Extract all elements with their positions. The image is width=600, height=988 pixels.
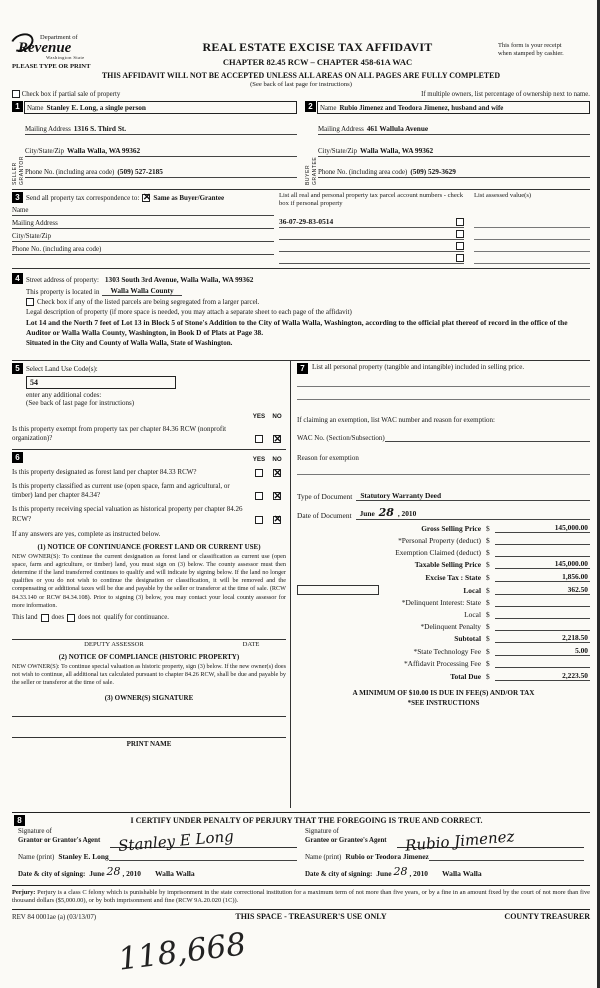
- form-header: [12, 34, 590, 70]
- partial-sale-label: Check box if partial sale of property: [21, 90, 121, 98]
- exempt-no-checkbox[interactable]: [273, 435, 281, 443]
- county-treasurer-label: COUNTY TREASURER: [504, 911, 590, 921]
- seller-csz-value: Walla Walla, WA 99362: [67, 145, 141, 155]
- correspondence-phone-label: Phone No. (including area code): [12, 246, 102, 253]
- dollar-sign: $: [486, 634, 490, 644]
- dollar-sign: $: [486, 671, 490, 681]
- state-technology-fee-label: *State Technology Fee: [413, 647, 481, 657]
- seller-csz-field: [25, 143, 297, 157]
- buyer-section: [305, 101, 590, 185]
- delinquent-interest-state-label: *Delinquent Interest: State: [401, 597, 481, 607]
- seller-phone-field: [25, 164, 297, 178]
- legal-description-label: Legal description of property (if more space is needed, you may attach a separate sheet to each page of the affidavit): [26, 308, 352, 316]
- fee-row-taxable: [297, 559, 590, 569]
- seller-phone-value: (509) 527-2185: [117, 166, 163, 176]
- fee-row-local: [297, 585, 590, 595]
- exempt-question-text: Is this property exempt from property tax per chapter 84.36 RCW (nonprofit organization)?: [12, 425, 227, 443]
- historic-yes-checkbox[interactable]: [255, 516, 263, 524]
- parcel-numbers-header: List all real and personal property tax parcel account numbers - check box if personal property: [279, 192, 463, 208]
- certification-section: [12, 812, 590, 886]
- buyer-csz-label: City/State/Zip: [318, 147, 358, 155]
- chapter-line: CHAPTER 82.45 RCW – CHAPTER 458-61A WAC: [222, 57, 413, 67]
- fee-row-total-due: [297, 671, 590, 681]
- gross-selling-price-value: 145,000.00: [495, 523, 590, 533]
- personal-property-checkbox-1[interactable]: [456, 218, 464, 226]
- grantor-date-month: June: [89, 869, 105, 878]
- doc-date-label: Date of Document: [297, 511, 352, 520]
- no-header: NO: [272, 456, 282, 464]
- current-use-no-checkbox[interactable]: [273, 492, 281, 500]
- section-4-number: 4: [12, 273, 23, 284]
- located-in-label: This property is located in: [26, 288, 100, 296]
- perjury-body: Perjury is a class C felony which is punishable by imprisonment in the state correctional institution for a maximum term of not more than five years, or by a fine in an amount fixed by the court of not more than five thousand dollars ($5,000.00), or by both imprisonment and fine (RCW 9A.20.020 (1C)).: [12, 889, 590, 905]
- dollar-sign: $: [486, 523, 490, 533]
- fee-row-tech-fee: [297, 646, 590, 656]
- taxable-selling-price-value: 145,000.00: [495, 559, 590, 569]
- gross-selling-price-label: Gross Selling Price: [421, 523, 481, 533]
- deputy-assessor-label: DEPUTY ASSESSOR: [84, 640, 144, 648]
- excise-tax-state-label: Excise Tax : State: [425, 572, 481, 582]
- forest-no-checkbox[interactable]: [273, 469, 281, 477]
- notice-continuance-body: NEW OWNER(S): To continue the current designation as forest land or classification as current use (open space, farm and agriculture, or timber) land, you must sign on (3) below. The county assessor must then determine if the land transferred continues to qualify and will indicate by signing below. If the land no longer qualifies or you do not wish to continue the designation or classification, it will be removed and the compensating or additional taxes will be due and payable by the seller or transferor at the time of sale. (RCW 84.33.140 or RCW 84.34.108). Prior to signing (3) below, you may contact your local county assessor for more information.: [12, 552, 286, 609]
- fee-row-personal-property: [297, 535, 590, 545]
- owners-signature-heading: (3) OWNER(S) SIGNATURE: [104, 693, 194, 702]
- seller-name-value: Stanley E. Long, a single person: [46, 103, 146, 112]
- located-county-value: Walla Walla County: [102, 286, 181, 296]
- fee-row-delinquent-interest-state: [297, 597, 590, 607]
- dollar-sign: $: [486, 597, 490, 607]
- historic-question-text: Is this property receiving special valuation as historical property per chapter 84.26 RCW?: [12, 505, 243, 523]
- section-6-number: 6: [12, 452, 23, 463]
- buyer-grantee-vertical-label: [305, 114, 318, 185]
- forest-yes-checkbox[interactable]: [255, 469, 263, 477]
- same-as-buyer-label: Same as Buyer/Grantee: [153, 193, 225, 202]
- buyer-mailing-label: Mailing Address: [318, 126, 364, 134]
- assessed-values-header: List assessed value(s): [474, 192, 532, 199]
- seller-name-box: [24, 101, 297, 114]
- dollar-sign: $: [486, 560, 490, 570]
- grantor-side-word: GRANTOR: [19, 155, 25, 185]
- grantor-signature-block: [14, 828, 301, 878]
- state-technology-fee-value: 5.00: [495, 646, 590, 656]
- continuance-qualify-line: [12, 614, 286, 622]
- personal-property-line-2[interactable]: [297, 387, 590, 400]
- historic-no-checkbox[interactable]: [273, 516, 281, 524]
- date-label: DATE: [242, 640, 260, 648]
- correspondence-csz-field[interactable]: [12, 229, 274, 242]
- notice-compliance-title: (2) NOTICE OF COMPLIANCE (HISTORIC PROPERTY): [58, 652, 240, 661]
- buyer-mailing-field: [318, 121, 590, 135]
- reason-line-1[interactable]: [297, 462, 590, 475]
- buyer-name-value: Rubio Jimenez and Teodora Jimenez, husband and wife: [339, 105, 504, 112]
- delinquent-interest-local-value[interactable]: [495, 609, 590, 619]
- qualify-label: qualify for continuance.: [103, 614, 169, 622]
- seller-mailing-label: Mailing Address: [25, 126, 71, 134]
- local-tax-label: Local: [463, 585, 481, 595]
- section-3-number: 3: [12, 192, 23, 203]
- does-not-label: does not: [77, 614, 101, 622]
- delinquent-interest-state-value[interactable]: [495, 597, 590, 607]
- grantee-name-print-label: Name (print): [305, 853, 342, 861]
- doc-date-month: June: [359, 509, 375, 518]
- minimum-fee-note: A MINIMUM OF $10.00 IS DUE IN FEE(S) AND/OR TAX: [352, 688, 535, 697]
- land-use-section: [12, 363, 286, 443]
- current-use-question-text: Is this property classified as current use (open space, farm and agricultural, or timber) land per chapter 84.34?: [12, 482, 230, 500]
- handwritten-receipt-number: 118,668: [116, 926, 248, 978]
- forest-land-question-text: Is this property designated as forest land per chapter 84.33 RCW?: [12, 468, 197, 477]
- assessed-value-line-2[interactable]: [474, 228, 590, 240]
- parcel-row-4: [279, 252, 464, 264]
- dollar-sign: $: [486, 609, 490, 619]
- segregated-checkbox[interactable]: [26, 298, 34, 306]
- deputy-assessor-signature-line[interactable]: [12, 626, 286, 640]
- logo-washington-state: Washington State: [46, 55, 85, 60]
- exemption-note: If claiming an exemption, list WAC number and reason for exemption:: [297, 416, 495, 424]
- seller-side-word: SELLER: [12, 162, 18, 185]
- parcel-number-value: 36-07-29-83-0514: [279, 217, 334, 226]
- subtotal-label: Subtotal: [454, 634, 481, 644]
- no-header: NO: [272, 413, 282, 420]
- total-due-label: Total Due: [450, 671, 481, 681]
- receipt-note: [498, 34, 590, 58]
- wac-label: WAC No. (Section/Subsection): [297, 434, 385, 442]
- grantor-signature-of-label: Signature of: [18, 828, 52, 835]
- form-title: REAL ESTATE EXCISE TAX AFFIDAVIT: [202, 40, 433, 54]
- buyer-name-box: [317, 101, 590, 114]
- exempt-yes-checkbox[interactable]: [255, 435, 263, 443]
- receipt-note-line2: when stamped by cashier.: [498, 50, 564, 57]
- exemption-claimed-value[interactable]: [495, 547, 590, 557]
- logo-department-of: Department of: [40, 34, 78, 41]
- fee-row-subtotal: [297, 633, 590, 643]
- grantor-signature-line[interactable]: [110, 826, 297, 856]
- seller-mailing-field: [25, 121, 297, 135]
- owner-signature-line-1[interactable]: [12, 702, 286, 717]
- grantor-agent-label: Grantor or Grantor's Agent: [18, 836, 101, 844]
- seller-section: [12, 101, 297, 185]
- grantee-city-value: Walla Walla: [441, 869, 482, 878]
- grantor-date-year: , 2010: [122, 869, 141, 878]
- buyer-csz-value: Walla Walla, WA 99362: [360, 145, 434, 155]
- grantor-city-value: Walla Walla: [154, 869, 195, 878]
- personal-property-note: List all personal property (tangible and intangible) included in selling price.: [312, 363, 525, 371]
- grantee-date-month: June: [376, 869, 392, 878]
- dollar-sign: $: [486, 572, 490, 582]
- yes-no-header-6: [250, 456, 286, 463]
- segregated-label: Check box if any of the listed parcels are being segregated from a larger parcel.: [37, 298, 260, 306]
- grantor-name-print-label: Name (print): [18, 853, 55, 861]
- yes-no-header-5: [12, 413, 286, 420]
- personal-property-deduct-label: *Personal Property (deduct): [398, 535, 481, 545]
- correspondence-name-label: Name: [12, 207, 29, 214]
- classification-section: [12, 449, 286, 808]
- seller-csz-label: City/State/Zip: [25, 147, 65, 155]
- seller-phone-label: Phone No. (including area code): [25, 168, 115, 176]
- perjury-label: Perjury:: [12, 889, 36, 896]
- buyer-phone-value: (509) 529-3629: [410, 166, 456, 176]
- see-back-note: (See back of last page for instructions): [250, 81, 352, 88]
- grantee-signature-line[interactable]: [397, 827, 584, 855]
- grantor-date-day-handwritten: 28: [106, 865, 121, 878]
- yes-header: YES: [252, 456, 266, 464]
- parcel-row-2: [279, 228, 464, 240]
- forest-land-question: [12, 468, 286, 477]
- doc-date-day-handwritten: 28: [378, 506, 394, 519]
- acceptance-banner: THIS AFFIDAVIT WILL NOT BE ACCEPTED UNLESS ALL AREAS ON ALL PAGES ARE FULLY COMPLETED: [101, 71, 501, 80]
- grantee-date-day-handwritten: 28: [393, 865, 408, 878]
- parcel-row-1: [279, 216, 464, 228]
- dollar-sign: $: [486, 659, 490, 669]
- form-revision-number: REV 84 0001ae (a) (03/13/07): [12, 913, 97, 921]
- local-tax-value: 362.50: [495, 585, 590, 595]
- correspondence-name-field[interactable]: [12, 203, 274, 216]
- personal-property-checkbox-3[interactable]: [456, 242, 464, 250]
- section-7-number: 7: [297, 363, 308, 374]
- multiple-owners-note: If multiple owners, list percentage of ownership next to name.: [421, 90, 590, 98]
- certify-statement: I CERTIFY UNDER PENALTY OF PERJURY THAT THE FOREGOING IS TRUE AND CORRECT.: [130, 816, 483, 825]
- delinquent-penalty-value[interactable]: [495, 621, 590, 631]
- partial-sale-checkbox[interactable]: [12, 90, 20, 98]
- seller-grantor-vertical-label: [12, 114, 25, 185]
- please-type-or-print: PLEASE TYPE OR PRINT: [12, 63, 91, 70]
- grantee-signature-handwritten: Rubio Jimenez: [404, 827, 516, 855]
- total-due-value: 2,223.50: [495, 671, 590, 681]
- personal-property-checkbox-4[interactable]: [456, 254, 464, 262]
- fee-row-exemption-claimed: [297, 547, 590, 557]
- grantor-signature-handwritten: Stanley E Long: [117, 826, 235, 856]
- current-use-question: [12, 482, 286, 500]
- logo-revenue: Revenue: [18, 40, 72, 56]
- section-5-number: 5: [12, 363, 23, 374]
- section-8-number: 8: [14, 815, 25, 826]
- doc-type-value: Statutory Warranty Deed: [356, 491, 590, 501]
- section-1-number: 1: [12, 101, 23, 112]
- send-correspondence-label: Send all property tax correspondence to:: [26, 193, 140, 202]
- grantee-signature-block: [301, 828, 588, 878]
- see-instructions-note: *SEE INSTRUCTIONS: [407, 698, 480, 707]
- buyer-phone-label: Phone No. (including area code): [318, 168, 408, 176]
- does-label: does: [51, 614, 64, 622]
- correspondence-csz-label: City/State/Zip: [12, 233, 52, 240]
- delinquent-penalty-label: *Delinquent Penalty: [420, 621, 481, 631]
- doc-type-label: Type of Document: [297, 492, 353, 501]
- doc-date-value: [356, 506, 590, 520]
- fee-row-delinquent-penalty: [297, 621, 590, 631]
- dollar-sign: $: [486, 647, 490, 657]
- receipt-note-line1: This form is your receipt: [498, 42, 562, 49]
- historic-property-question: [12, 505, 286, 523]
- correspondence-mailing-label: Mailing Address: [12, 220, 58, 227]
- additional-codes-label: enter any additional codes:: [26, 391, 102, 399]
- doc-date-year: , 2010: [397, 509, 417, 518]
- fee-row-excise-state: [297, 572, 590, 582]
- grantee-name-print-value: Rubio or Teodora Jimenez: [345, 852, 429, 861]
- dollar-sign: $: [486, 535, 490, 545]
- does-not-checkbox[interactable]: [67, 614, 75, 622]
- dollar-sign: $: [486, 585, 490, 595]
- personal-property-checkbox-2[interactable]: [456, 230, 464, 238]
- taxable-selling-price-label: Taxable Selling Price: [414, 560, 481, 570]
- delinquent-interest-local-label: Local: [464, 609, 481, 619]
- notice-continuance-title: (1) NOTICE OF CONTINUANCE (FOREST LAND OR CURRENT USE): [37, 542, 261, 551]
- reason-exemption-label: Reason for exemption: [297, 454, 359, 462]
- situated-line: Situated in the City and County of Walla Walla, State of Washington.: [26, 339, 233, 348]
- section-2-number: 2: [305, 101, 316, 112]
- grantee-date-year: , 2010: [409, 869, 428, 878]
- same-as-buyer-checkbox[interactable]: [142, 194, 150, 202]
- buyer-name-label: Name: [320, 105, 337, 112]
- correspondence-phone-field[interactable]: [12, 242, 274, 255]
- treasurer-space-label: THIS SPACE - TREASURER'S USE ONLY: [235, 911, 387, 921]
- treasurer-stamp-box: [297, 585, 379, 595]
- exempt-question-row: [12, 425, 286, 443]
- assessed-value-line-4[interactable]: [474, 252, 590, 264]
- buyer-csz-field: [318, 143, 590, 157]
- legal-description-value: Lot 14 and the North 7 feet of Lot 13 in Block 5 of Stone's Addition to the City of Walla Walla, Washington, according to the official plat thereof of record in the office of the Auditor or Walla Walla County, Washington, in Book D of Plats at Page 38.: [26, 318, 568, 337]
- grantee-signature-of-label: Signature of: [305, 828, 339, 835]
- dollar-sign: $: [486, 621, 490, 631]
- property-description-section: [12, 268, 590, 357]
- fee-row-delinquent-interest-local: [297, 609, 590, 619]
- current-use-yes-checkbox[interactable]: [255, 492, 263, 500]
- selling-price-section: [290, 361, 590, 808]
- land-use-label: Select Land Use Code(s):: [26, 364, 98, 373]
- exemption-claimed-label: Exemption Claimed (deduct): [395, 547, 481, 557]
- land-use-code-box[interactable]: 54: [26, 376, 176, 389]
- seller-mailing-value: 1316 S. Third St.: [73, 124, 127, 134]
- personal-property-line-1[interactable]: [297, 374, 590, 387]
- wac-input-line[interactable]: [385, 434, 590, 442]
- perjury-notice: [12, 889, 590, 906]
- grantee-side-word: GRANTEE: [312, 156, 318, 185]
- dollar-sign: $: [486, 547, 490, 557]
- print-name-label: PRINT NAME: [126, 739, 172, 748]
- does-checkbox[interactable]: [41, 614, 49, 622]
- buyer-mailing-value: 461 Wallula Avenue: [366, 124, 429, 134]
- tax-correspondence-section: [12, 189, 590, 265]
- buyer-side-word: BUYER: [305, 164, 311, 185]
- assessed-value-line-1[interactable]: [474, 216, 590, 228]
- grantee-date-label: Date & city of signing:: [305, 870, 373, 878]
- owner-signature-line-2[interactable]: [12, 723, 286, 738]
- grantee-agent-label: Grantee or Grantee's Agent: [305, 836, 387, 844]
- fee-row-affidavit-fee: [297, 659, 590, 669]
- personal-property-deduct-value[interactable]: [495, 535, 590, 545]
- dor-logo: [12, 34, 137, 70]
- buyer-phone-field: [318, 164, 590, 178]
- grantor-date-label: Date & city of signing:: [18, 870, 86, 878]
- grantor-name-print-value: Stanley E. Long: [58, 852, 109, 861]
- street-address-value: 1303 South 3rd Avenue, Walla Walla, WA 99362: [104, 275, 254, 284]
- affidavit-processing-fee-label: *Affidavit Processing Fee: [403, 659, 481, 669]
- seller-name-label: Name: [27, 105, 44, 112]
- see-back-instructions: (See back of last page for instructions): [26, 399, 135, 407]
- affidavit-processing-fee-value[interactable]: [495, 659, 590, 669]
- fee-row-gross: [297, 523, 590, 533]
- yes-header: YES: [252, 413, 266, 420]
- correspondence-mailing-field[interactable]: [12, 216, 274, 229]
- subtotal-value: 2,218.50: [495, 633, 590, 643]
- this-land-label: This land: [12, 614, 38, 622]
- parcel-row-3: [279, 240, 464, 252]
- assessed-value-line-3[interactable]: [474, 240, 590, 252]
- if-yes-note: If any answers are yes, complete as instructed below.: [12, 529, 161, 538]
- street-address-label: Street address of property:: [26, 277, 99, 284]
- excise-tax-state-value: 1,856.00: [495, 572, 590, 582]
- notice-compliance-body: NEW OWNER(S): To continue special valuation as historic property, sign (3) below. If the new owner(s) does not wish to continue, all additional tax calculated pursuant to chapter 84.26 RCW, shall be due and payable by the seller or transferor at the time of sale.: [12, 662, 286, 687]
